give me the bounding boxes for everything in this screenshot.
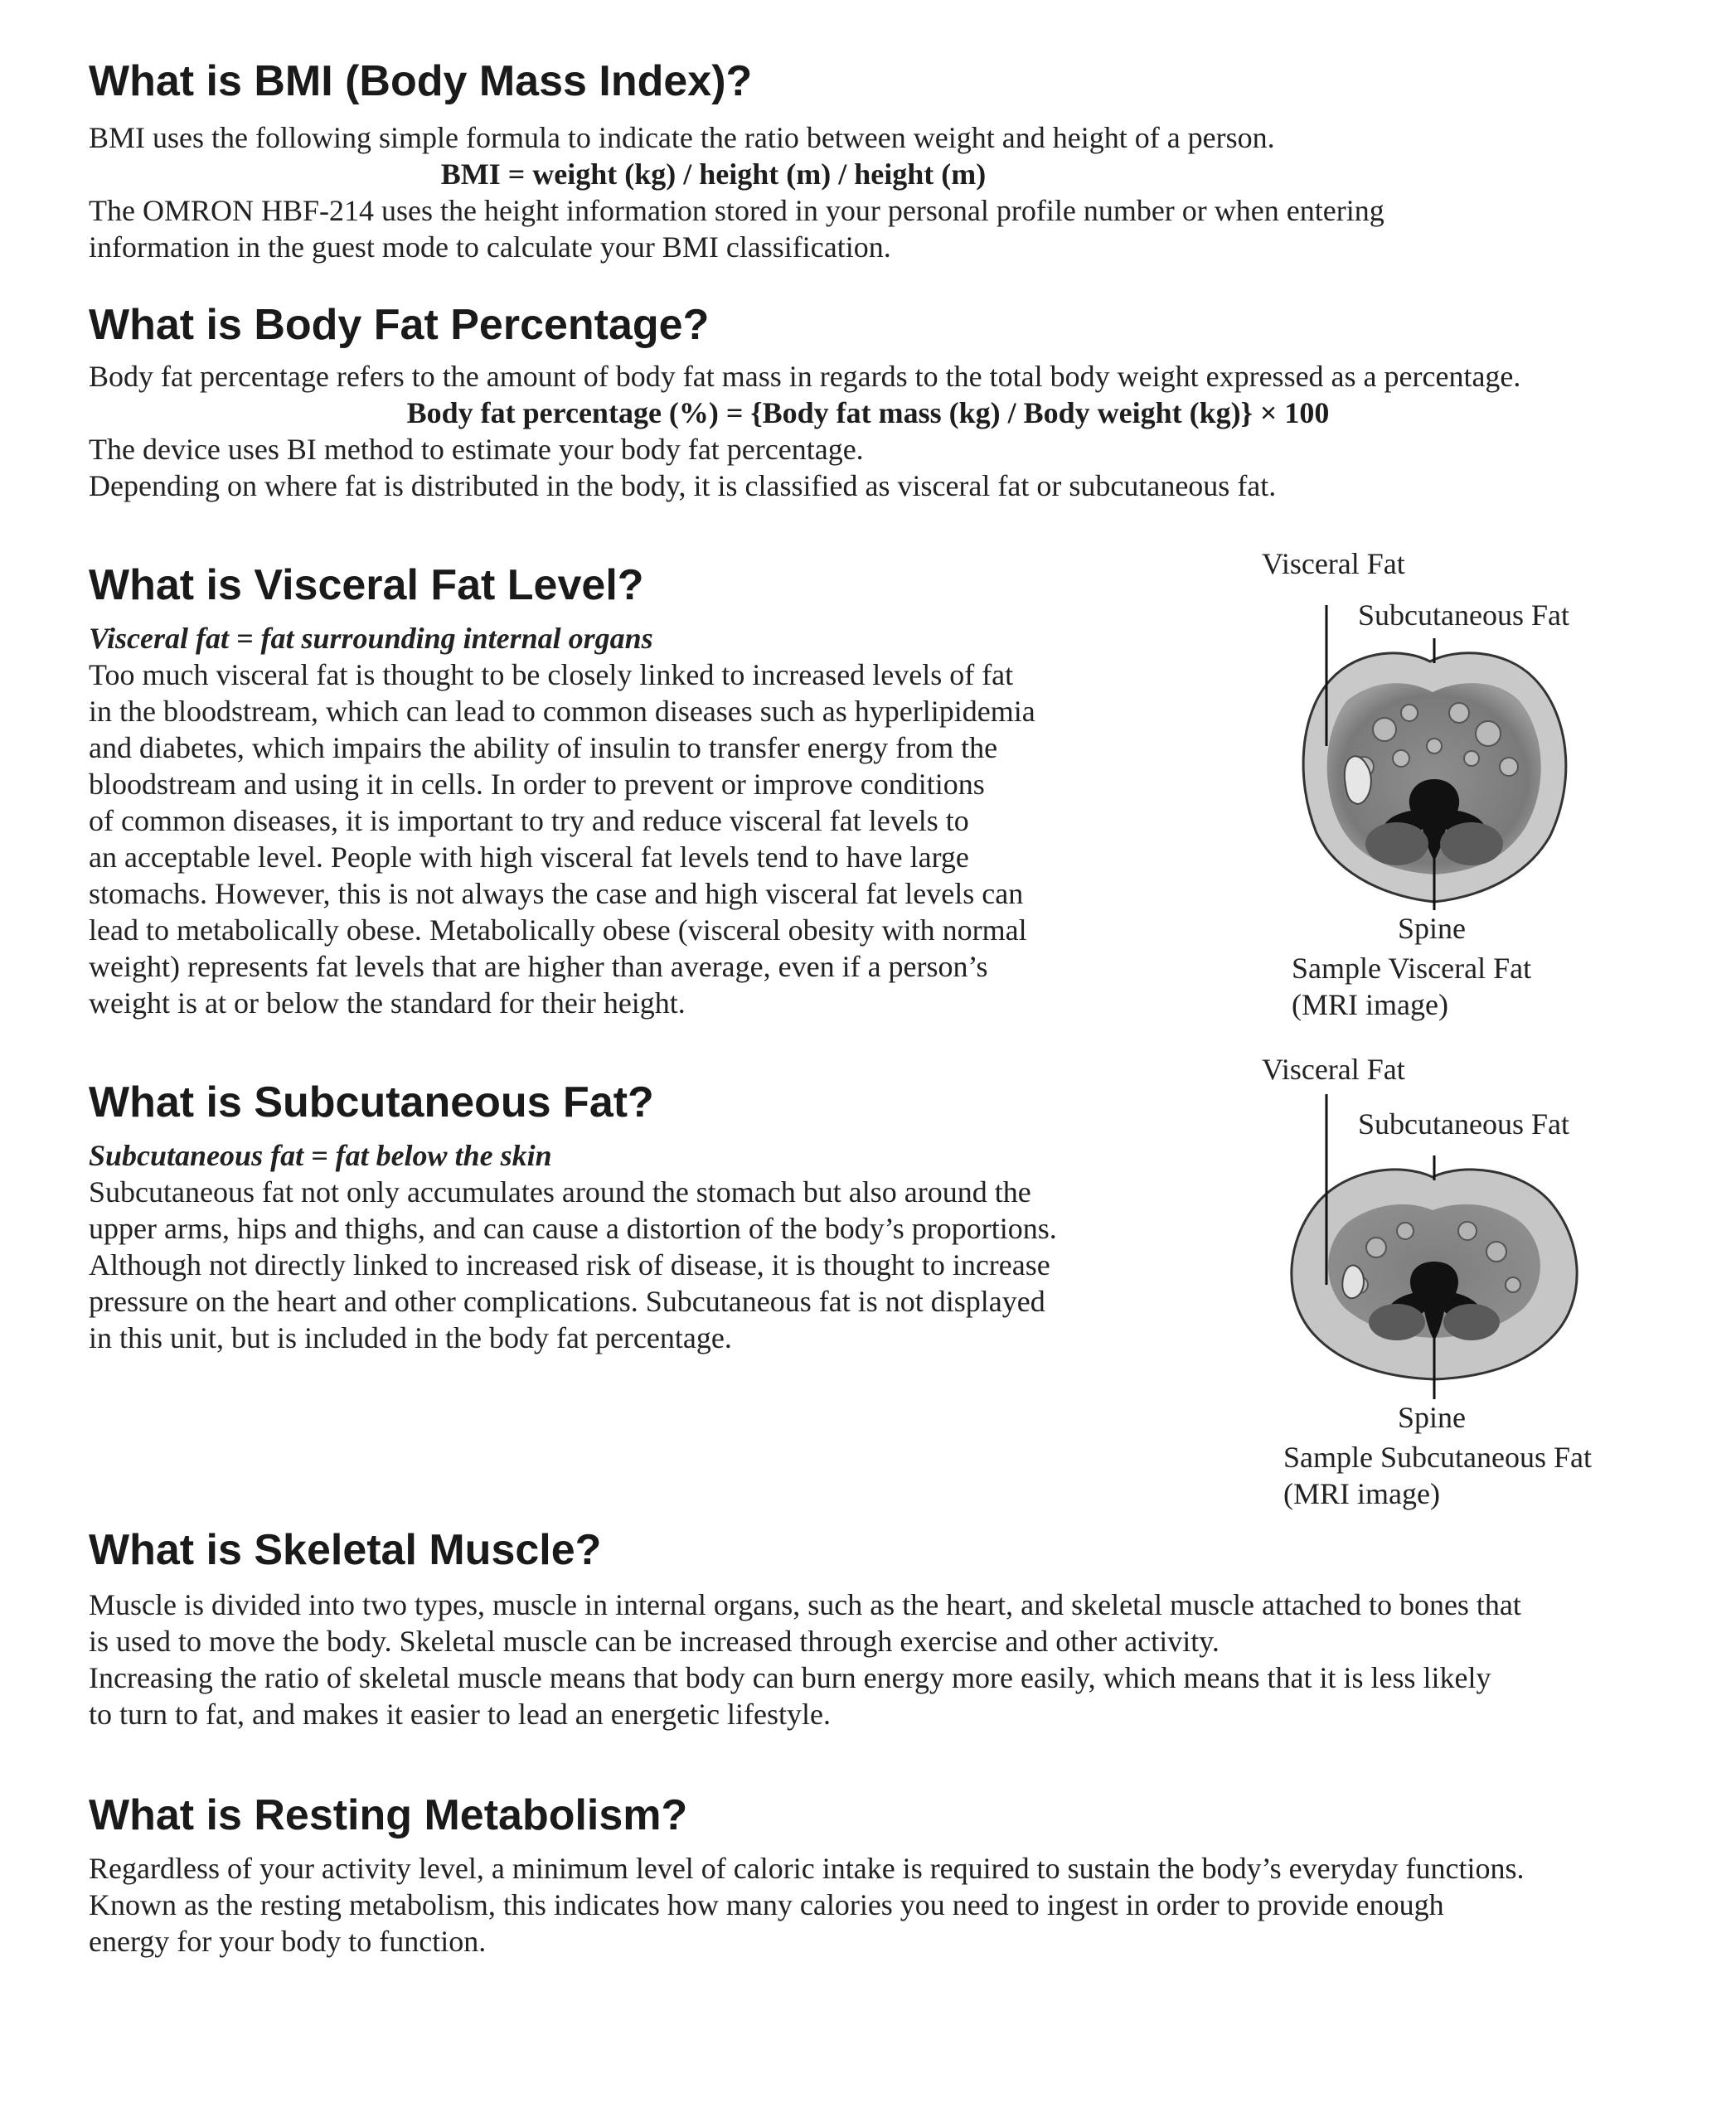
figure-label-spine: Spine: [1398, 1401, 1467, 1434]
body-fat-body-line: Depending on where fat is distributed in the body, it is classified as visceral fat or subcutaneous fat.: [89, 469, 1277, 502]
subcutaneous-heading: What is Subcutaneous Fat?: [89, 1078, 654, 1126]
body-fat-body-line: The device uses BI method to estimate your body fat percentage.: [89, 433, 864, 466]
visceral-subheading: Visceral fat = fat surrounding internal organs: [89, 622, 653, 655]
resting-body-line: Regardless of your activity level, a minimum level of caloric intake is required to sustain the body’s everyday functions.: [89, 1852, 1525, 1885]
bmi-intro-line: BMI uses the following simple formula to indicate the ratio between weight and height of a person.: [89, 121, 1275, 154]
subcutaneous-text: [89, 1137, 1057, 1356]
visceral-body-line: weight is at or below the standard for their height.: [89, 986, 686, 1020]
bmi-intro: [89, 119, 1275, 156]
resting-text: [89, 1850, 1525, 1960]
visceral-body-line: bloodstream and using it in cells. In order to prevent or improve conditions: [89, 768, 985, 801]
visceral-body-line: lead to metabolically obese. Metabolically obese (visceral obesity with normal: [89, 913, 1027, 947]
bmi-body: [89, 192, 1384, 265]
visceral-mri-image: [1260, 580, 1608, 928]
subcutaneous-subheading: Subcutaneous fat = fat below the skin: [89, 1139, 552, 1172]
skeletal-body-line: Muscle is divided into two types, muscle in internal organs, such as the heart, and skeletal muscle attached to bones that: [89, 1588, 1521, 1621]
skeletal-body-line: to turn to fat, and makes it easier to lead an energetic lifestyle.: [89, 1698, 832, 1731]
resting-heading: What is Resting Metabolism?: [89, 1791, 688, 1839]
skeletal-body-line: Increasing the ratio of skeletal muscle means that body can burn energy more easily, which means that it is less likely: [89, 1661, 1491, 1694]
subcutaneous-body-line: Although not directly linked to increased risk of disease, it is thought to increase: [89, 1248, 1050, 1281]
figure-label-visceral-fat: Visceral Fat: [1262, 1053, 1405, 1086]
visceral-body-line: Too much visceral fat is thought to be closely linked to increased levels of fat: [89, 658, 1014, 691]
figure-caption-line: Sample Subcutaneous Fat: [1283, 1441, 1592, 1474]
visceral-body-line: and diabetes, which impairs the ability of insulin to transfer energy from the: [89, 731, 998, 764]
bmi-formula: BMI = weight (kg) / height (m) / height (m): [440, 157, 987, 191]
figure-caption: [1292, 950, 1531, 1023]
visceral-body-line: stomachs. However, this is not always the case and high visceral fat levels can: [89, 877, 1024, 910]
skeletal-text: [89, 1587, 1521, 1732]
subcutaneous-mri-image: [1260, 1086, 1608, 1409]
body-fat-body: [89, 431, 1276, 504]
subcutaneous-body-line: upper arms, hips and thighs, and can cause a distortion of the body’s proportions.: [89, 1212, 1057, 1245]
resting-body-line: Known as the resting metabolism, this indicates how many calories you need to ingest in order to provide enough: [89, 1888, 1444, 1921]
figure-label-visceral-fat: Visceral Fat: [1262, 547, 1405, 580]
body-fat-intro-line: Body fat percentage refers to the amount of body fat mass in regards to the total body weight expressed as a percentage.: [89, 360, 1521, 393]
figure-caption-line: (MRI image): [1283, 1477, 1440, 1510]
resting-body-line: energy for your body to function.: [89, 1925, 487, 1958]
figure-label-subcutaneous-fat: Subcutaneous Fat: [1358, 1107, 1569, 1141]
subcutaneous-body-line: Subcutaneous fat not only accumulates around the stomach but also around the: [89, 1175, 1031, 1209]
figure-caption-line: Sample Visceral Fat: [1292, 952, 1532, 985]
subcutaneous-body-line: pressure on the heart and other complications. Subcutaneous fat is not displayed: [89, 1285, 1045, 1318]
body-fat-formula: Body fat percentage (%) = {Body fat mass (kg) / Body weight (kg)} × 100: [406, 396, 1330, 429]
body-fat-heading: What is Body Fat Percentage?: [89, 301, 710, 349]
bmi-body-line: information in the guest mode to calculate your BMI classification.: [89, 230, 891, 264]
figure-label-spine: Spine: [1398, 912, 1467, 945]
bmi-heading: What is BMI (Body Mass Index)?: [89, 57, 753, 105]
visceral-heading: What is Visceral Fat Level?: [89, 561, 644, 609]
skeletal-heading: What is Skeletal Muscle?: [89, 1526, 602, 1574]
visceral-body-line: weight) represents fat levels that are higher than average, even if a person’s: [89, 950, 988, 983]
bmi-body-line: The OMRON HBF-214 uses the height information stored in your personal profile number or when entering: [89, 194, 1384, 227]
figure-caption-line: (MRI image): [1292, 988, 1448, 1021]
body-fat-intro: [89, 358, 1520, 395]
subcutaneous-body-line: in this unit, but is included in the body fat percentage.: [89, 1321, 732, 1354]
skeletal-body-line: is used to move the body. Skeletal muscle can be increased through exercise and other activity.: [89, 1625, 1220, 1658]
visceral-body-line: in the bloodstream, which can lead to common diseases such as hyperlipidemia: [89, 695, 1035, 728]
visceral-body-line: of common diseases, it is important to try and reduce visceral fat levels to: [89, 804, 969, 837]
figure-caption: [1283, 1439, 1592, 1512]
visceral-text: [89, 620, 1035, 1021]
visceral-body-line: an acceptable level. People with high visceral fat levels tend to have large: [89, 841, 969, 874]
organ-patch: [1342, 1265, 1364, 1298]
figure-label-subcutaneous-fat: Subcutaneous Fat: [1358, 598, 1569, 632]
